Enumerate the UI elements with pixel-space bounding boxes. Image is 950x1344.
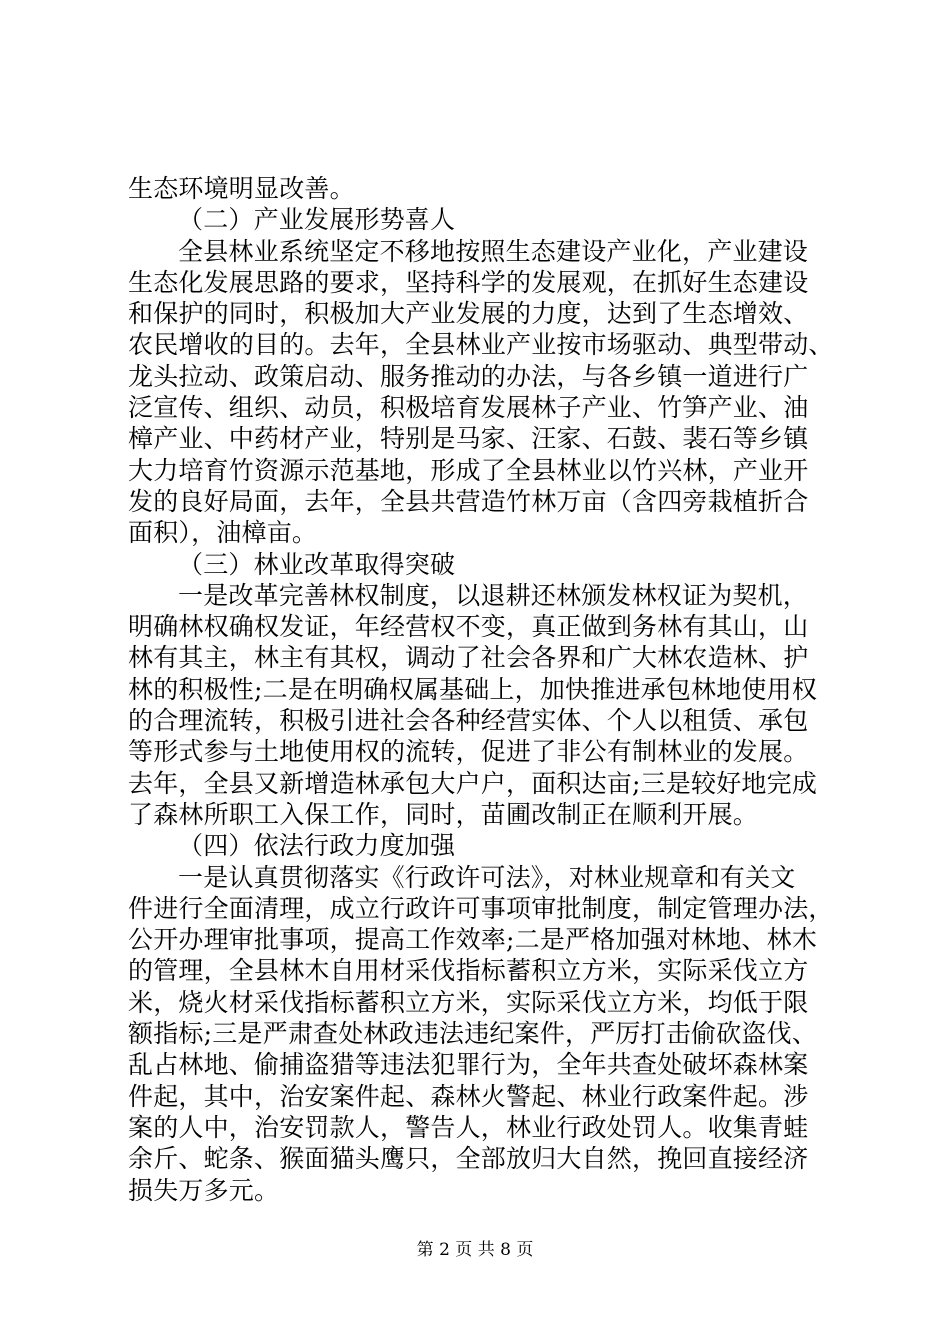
text-line: 余斤、蛇条、猴面猫头鹰只，全部放归大自然，挽回直接经济 [128, 1144, 809, 1174]
text-line: 去年，全县又新增造林承包大户户，面积达亩;三是较好地完成 [128, 768, 818, 798]
text-line: 林有其主，林主有其权，调动了社会各界和广大林农造林、护 [128, 643, 809, 673]
text-line: 的合理流转，积极引进社会各种经营实体、个人以租赁、承包 [128, 706, 809, 736]
text-line: 全县林业系统坚定不移地按照生态建设产业化，产业建设 [178, 236, 809, 266]
text-line: 案的人中，治安罚款人，警告人，林业行政处罚人。收集青蛙 [128, 1112, 809, 1142]
text-line: 和保护的同时，积极加大产业发展的力度，达到了生态增效、 [128, 299, 809, 329]
text-line: 一是认真贯彻落实《行政许可法》，对林业规章和有关文 [178, 862, 796, 892]
text-line: 龙头拉动、政策启动、服务推动的办法，与各乡镇一道进行广 [128, 361, 809, 391]
text-line: 发的良好局面，去年，全县共营造竹林万亩（含四旁栽植折合 [128, 486, 809, 516]
text-line: 生态环境明显改善。 [128, 174, 355, 203]
text-line: 一是改革完善林权制度，以退耕还林颁发林权证为契机， [178, 580, 809, 610]
text-line: （三）林业改革取得突破 [178, 549, 456, 579]
text-line: 件起，其中，治安案件起、森林火警起、林业行政案件起。涉 [128, 1081, 809, 1111]
text-line: 明确林权确权发证，年经营权不变，真正做到务林有其山，山 [128, 612, 809, 642]
text-line: 了森林所职工入保工作，同时，苗圃改制正在顺利开展。 [128, 799, 759, 829]
text-line: （四）依法行政力度加强 [178, 831, 456, 861]
text-line: （二）产业发展形势喜人 [178, 205, 456, 235]
text-line: 损失万多元。 [128, 1175, 280, 1205]
text-line: 米，烧火材采伐指标蓄积立方米，实际采伐立方米，均低于限 [128, 987, 809, 1017]
text-line: 面积），油樟亩。 [128, 518, 318, 548]
text-line: 农民增收的目的。去年，全县林业产业按市场驱动、典型带动、 [128, 330, 834, 360]
text-line: 大力培育竹资源示范基地，形成了全县林业以竹兴林，产业开 [128, 455, 809, 485]
text-line: 的管理，全县林木自用材采伐指标蓄积立方米，实际采伐立方 [128, 956, 809, 986]
text-line: 林的积极性;二是在明确权属基础上，加快推进承包林地使用权 [128, 674, 818, 704]
page-footer: 第 2 页 共 8 页 [416, 1240, 534, 1260]
text-line: 樟产业、中药材产业，特别是马家、汪家、石鼓、裴石等乡镇 [128, 424, 809, 454]
text-line: 等形式参与土地使用权的流转，促进了非公有制林业的发展。 [128, 737, 809, 767]
text-line: 乱占林地、偷捕盗猎等违法犯罪行为，全年共查处破坏森林案 [128, 1050, 809, 1080]
text-line: 件进行全面清理，成立行政许可事项审批制度，制定管理办法， [128, 893, 834, 923]
document-body [128, 173, 840, 1206]
text-line: 额指标;三是严肃查处林政违法违纪案件，严厉打击偷砍盗伐、 [128, 1019, 818, 1049]
text-line: 泛宣传、组织、动员，积极培育发展林子产业、竹笋产业、油 [128, 393, 809, 423]
text-line: 生态化发展思路的要求，坚持科学的发展观，在抓好生态建设 [128, 267, 809, 297]
text-line: 公开办理审批事项，提高工作效率;二是严格加强对林地、林木 [128, 925, 818, 955]
